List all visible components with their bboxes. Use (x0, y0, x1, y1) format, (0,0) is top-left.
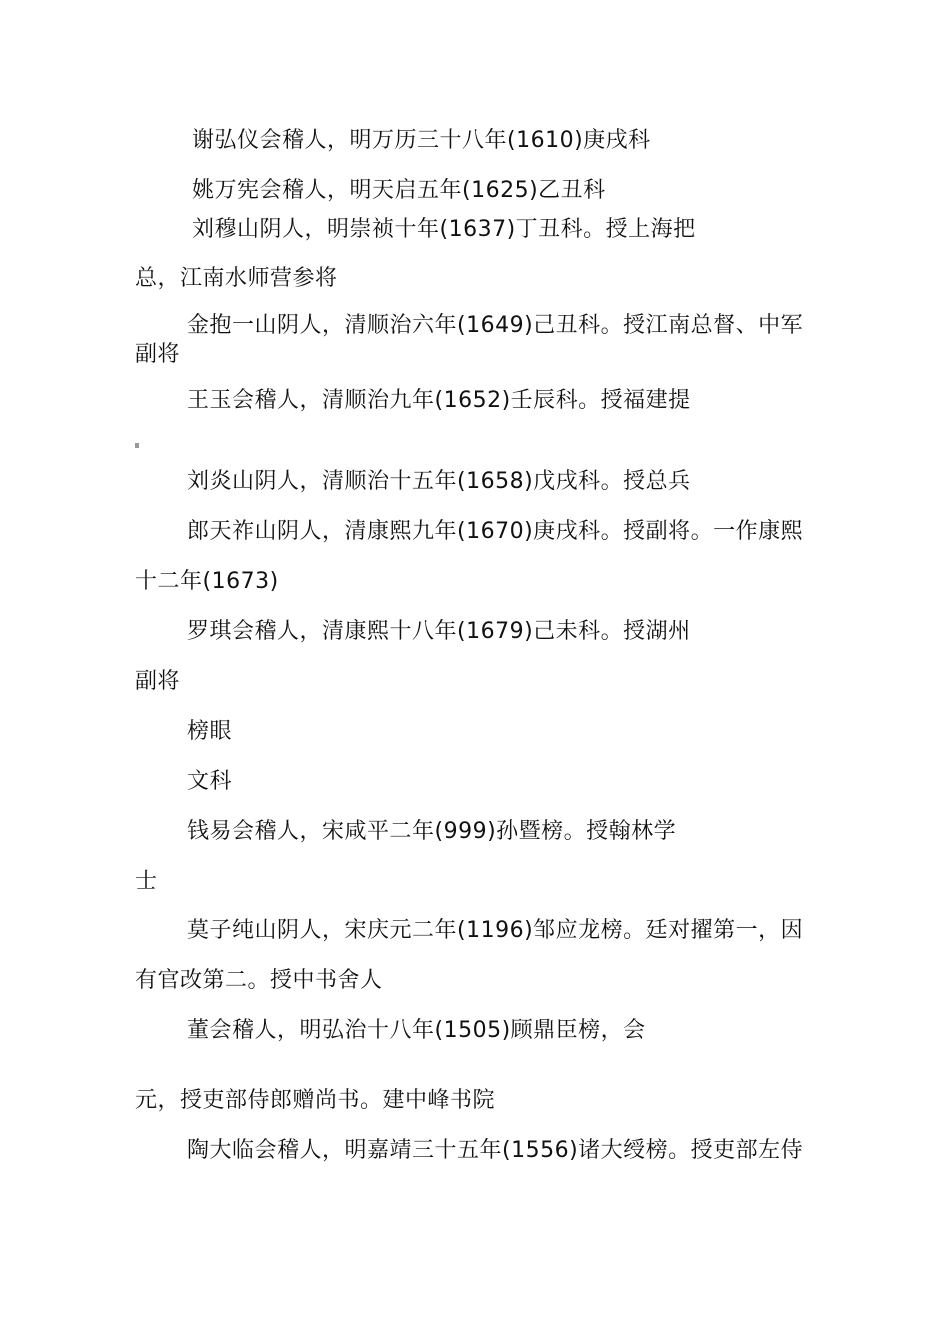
text-line: 元，授吏部侍郎赠尚书。建中峰书院 (135, 1088, 496, 1113)
text-line: 王玉会稽人，清顺治九年(1652)壬辰科。授福建提 (187, 388, 691, 413)
text-line: 谢弘仪会稽人，明万历三十八年(1610)庚戌科 (192, 128, 651, 153)
text-line: 金抱一山阴人，清顺治六年(1649)己丑科。授江南总督、中军 (187, 313, 804, 338)
text-line: 有官改第二。授中书舍人 (135, 968, 383, 993)
text-line: 陶大临会稽人，明嘉靖三十五年(1556)诸大绶榜。授吏部左侍 (187, 1138, 804, 1163)
text-line: 十二年(1673) (135, 569, 279, 594)
text-line: 姚万宪会稽人，明天启五年(1625)乙丑科 (192, 178, 606, 203)
text-line: 钱易会稽人，宋咸平二年(999)孙暨榜。授翰林学 (187, 819, 677, 844)
text-line: 董会稽人，明弘治十八年(1505)顾鼎臣榜，会 (187, 1018, 646, 1043)
text-line: 刘炎山阴人，清顺治十五年(1658)戊戌科。授总兵 (187, 469, 691, 494)
text-line: 总，江南水师营参将 (135, 266, 338, 291)
small-mark (135, 443, 139, 448)
text-line: 郎天祚山阴人，清康熙九年(1670)庚戌科。授副将。一作康熙 (187, 519, 804, 544)
section-heading: 文科 (187, 769, 233, 794)
text-line: 刘穆山阴人，明崇祯十年(1637)丁丑科。授上海把 (192, 217, 696, 242)
text-line: 罗琪会稽人，清康熙十八年(1679)己未科。授湖州 (187, 619, 691, 644)
text-line: 士 (135, 869, 158, 894)
text-line: 副将 (135, 669, 181, 694)
text-line: 莫子纯山阴人，宋庆元二年(1196)邹应龙榜。廷对擢第一，因 (187, 918, 804, 943)
section-heading: 榜眼 (187, 719, 233, 744)
text-line: 副将 (135, 342, 181, 367)
